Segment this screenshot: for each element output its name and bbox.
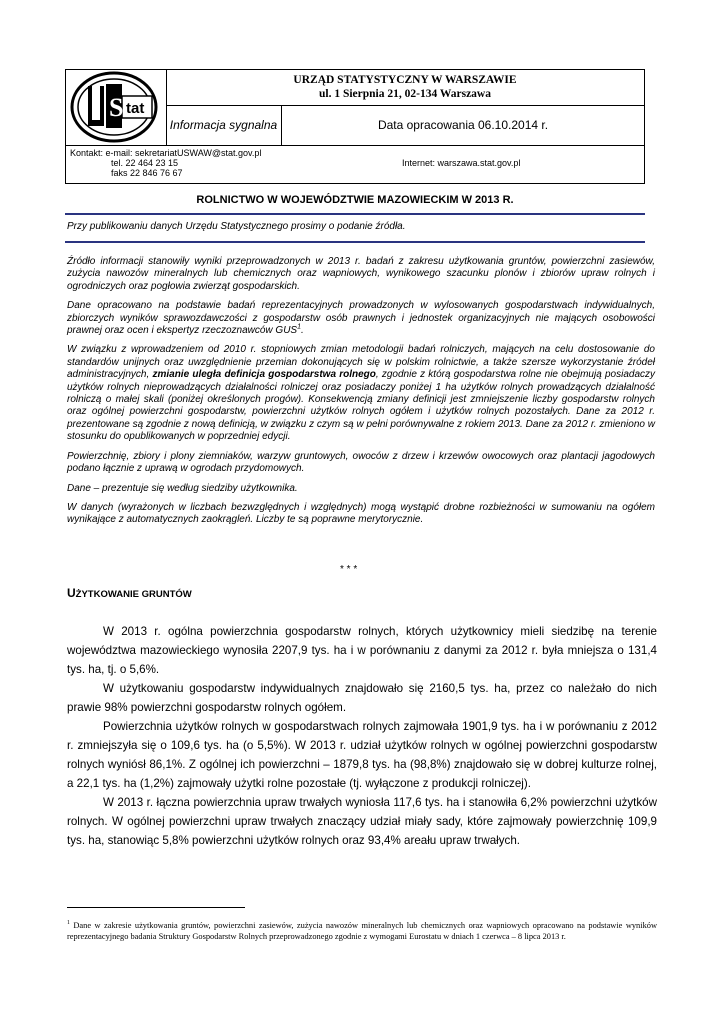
svg-text:tat: tat [126, 100, 145, 117]
intro-paragraph: W danych (wyrażonych w liczbach bezwzględnych i względnych) mogą wystąpić drobne rozbieżności w sumowaniu na ogółem wynikające z automatycznych zaokrągleń. Liczby te są poprawne merytorycznie. [67, 501, 655, 526]
doc-date: Data opracowania 06.10.2014 r. [377, 118, 549, 132]
citation-notice: Przy publikowaniu danych Urzędu Statystycznego prosimy o podanie źródła. [67, 221, 406, 232]
footnote-mark: 1 [67, 920, 70, 927]
title-rule [65, 213, 645, 215]
section-rest: ŻYTKOWANIE GRUNTÓW [75, 589, 192, 600]
intro-paragraph [67, 300, 655, 337]
body-paragraph: Powierzchnia użytków rolnych w gospodarstwach rolnych zajmowała 1901,9 tys. ha i w porównaniu z 2012 r. zmniejszyła się o 109,6 tys. ha (o 5,5%). W 2013 r. udział użytków rolnych w ogólnej powierzchni gospodarstw rolnych wyniósł 86,1%. Z ogólnej ich powierzchni – 1879,8 tys. ha (98,8%) znajdowało się w dobrej kulturze rolnej, a 22,1 tys. ha (1,2%) zajmowały użytki rolne pozostałe (tj. wyłączone z produkcji rolniczej). [67, 720, 657, 790]
logo-cell [66, 70, 167, 145]
footnote-text: Dane w zakresie użytkowania gruntów, powierzchni zasiewów, zużycia nawozów mineralnych lub chemicznych oraz wapniowych opracowano na podstawie wyników reprezentacyjnego badania Struktury Gospodarstw Rolnych przeprowadzonego zgodnie z wymogami Eurostatu w dniach 1 czerwca – 8 lipca 2013 r. [67, 921, 657, 941]
contact-fax: faks 22 846 76 67 [111, 168, 183, 178]
contact-email[interactable]: Kontakt: e-mail: sekretariatUSWAW@stat.gov.pl [70, 148, 262, 158]
document-title: ROLNICTWO W WOJEWÓDZTWIE MAZOWIECKIM W 2013 R. [196, 194, 514, 206]
footnote [67, 921, 657, 942]
intro-text: Dane opracowano na podstawie badań reprezentacyjnych prowadzonych w wylosowanych gospodarstwach indywidualnych, zbiorczych wyników sprawozdawczości z gospodarstw osób prawnych i jednostek organizacyjnych nie mających osobowości prawnej oraz ocen i ekspertyz rzeczoznawców GUS [67, 300, 655, 337]
header-box [65, 69, 645, 146]
us-stat-logo [66, 70, 166, 145]
institution-name: URZĄD STATYSTYCZNY W WARSZAWIE [293, 74, 517, 86]
intro-paragraph: Powierzchnię, zbiory i plony ziemniaków, warzyw gruntowych, owoców z drzew i krzewów owocowych oraz plantacji jagodowych podano łącznie z uprawą w ogrodach przydomowych. [67, 450, 655, 475]
contact-tel: tel. 22 464 23 15 [111, 158, 179, 168]
body-paragraph: W 2013 r. łączna powierzchnia upraw trwałych wyniosła 117,6 tys. ha i stanowiła 6,2% powierzchni użytków rolnych. W ogólnej powierzchni upraw trwałych znaczący udział miały sady, które zajmowały powierzchnię 109,9 tys. ha, stanowiąc 5,8% powierzchni użytków rolnych oraz 93,4% areału upraw trwałych. [67, 796, 657, 847]
section-body [67, 622, 657, 850]
definition-emphasis: zmianie uległa definicja gospodarstwa rolnego [152, 369, 376, 381]
contact-internet[interactable]: Internet: warszawa.stat.gov.pl [402, 158, 521, 168]
footnote-rule [67, 907, 245, 908]
section-heading [67, 586, 192, 600]
footnote-ref: 1 [297, 323, 301, 331]
intro-text: . [301, 325, 304, 337]
svg-text:S: S [109, 93, 124, 122]
contact-box [65, 146, 645, 184]
notice-rule [65, 241, 645, 243]
institution-cell [166, 70, 644, 106]
intro-notes [67, 256, 655, 534]
body-paragraph: W użytkowaniu gospodarstw indywidualnych znajdowało się 2160,5 tys. ha, przez co należało do nich prawie 98% powierzchni gospodarstw rolnych ogółem. [67, 682, 657, 714]
institution-address: ul. 1 Sierpnia 21, 02-134 Warszawa [319, 88, 491, 100]
separator-stars: * * * [340, 564, 358, 575]
section-initial: U [67, 586, 76, 600]
doc-type: Informacja sygnalna [166, 106, 282, 145]
intro-paragraph: Dane – prezentuje się według siedziby użytkownika. [67, 482, 298, 494]
intro-paragraph: Źródło informacji stanowiły wyniki przeprowadzonych w 2013 r. badań z zakresu użytkowania gruntów, powierzchni zasiewów, zużycia nawozów mineralnych lub chemicznych oraz wapniowych, wynikowego szacunku plonów i zbiorów upraw rolnych i ogrodniczych oraz pogłowia zwierząt gospodarskich. [67, 256, 655, 292]
body-paragraph: W 2013 r. ogólna powierzchnia gospodarstw rolnych, których użytkownicy mieli siedzibę na terenie województwa mazowieckiego wynosiła 2207,9 tys. ha i w porównaniu z danymi za 2012 r. była mniejsza o 131,4 tys. ha, tj. o 5,6%. [67, 625, 657, 676]
intro-text: W związku z wprowadzeniem od 2010 r. stopniowych zmian metodologii badań rolniczych, mających na celu dostosowanie do standardów unijnych oraz uwzględnienie przemian dokonujących się w polskim rolnictwie, a także szersze wykorzystanie źródeł administracyjnych, [67, 344, 655, 381]
intro-text: , zgodnie z którą gospodarstwa rolne nie obejmują posiadaczy użytków rolnych nieprowadzących działalności rolniczej oraz posiadaczy poniżej 1 ha użytków rolnych prowadzących działalność rolniczą o małej skali (poniżej określonych progów). Konsekwencją zmiany definicji jest zmniejszenie liczby gospodarstw rolnych oraz ogólnej powierzchni gospodarstw, powierzchni użytków rolnych ogółem i użytków rolnych pozostałych. Dane za 2012 r. prezentowane są zgodnie z nową definicją, w związku z czym są w pełni porównywalne z rokiem 2013. Dane za 2012 r. zmieniono w stosunku do opublikowanych w poprzedniej edycji. [67, 369, 656, 443]
intro-paragraph [67, 344, 655, 443]
